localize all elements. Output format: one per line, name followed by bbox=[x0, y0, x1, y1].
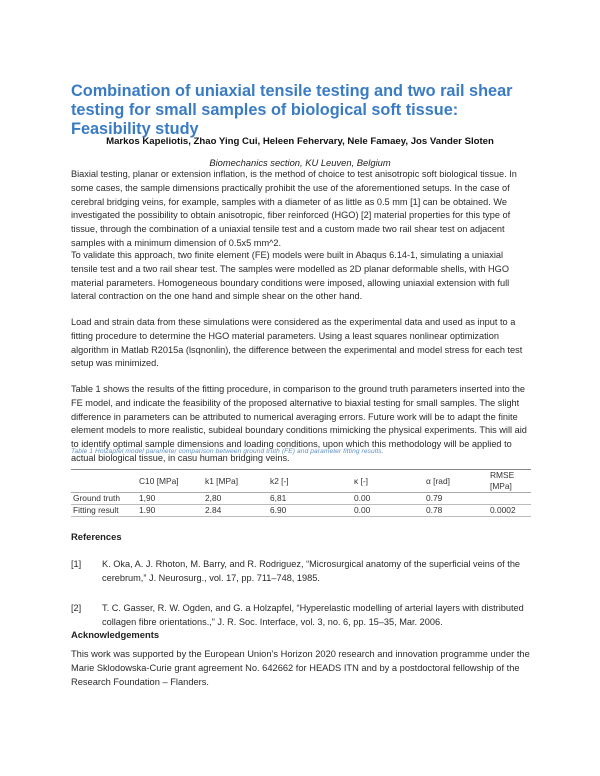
acknowledgements-heading: Acknowledgements bbox=[71, 629, 160, 640]
abstract-paragraph-1: Biaxial testing, planar or extension inflation, is the method of choice to test anisotropic soft biological tissue. In some cases, the sample dimensions practically prohibit the use of the aforementioned setups. In the case of cerebral bridging veins, for example, samples with a diameter of as little as 0.5 mm [1] can be obtained. We investigated the possibility to obtain anisotropic, fiber reinforced (HGO) [2] material properties for this type of tissue, through the combination of a uniaxial tensile test and a custom made two rail shear test on adjacent samples with a minimum dimension of 0.5x5 mm^2. bbox=[71, 169, 517, 248]
author-list: Markos Kapeliotis, Zhao Ying Cui, Heleen Fehervary, Nele Famaey, Jos Vander Sloten bbox=[106, 136, 494, 147]
reference-text: T. C. Gasser, R. W. Ogden, and G. a Holzapfel, “Hyperelastic modelling of arterial layers with distributed collagen fibre orientations.,” J. R. Soc. Interface, vol. 3, no. 6, pp. 15–35, Mar. 2006. bbox=[102, 603, 524, 627]
table-row bbox=[71, 493, 531, 505]
table-cell: 6.90 bbox=[270, 505, 287, 515]
table-caption: Table 1 Holzapfel model parameter comparison between ground truth (FE) and parameter fitting results. bbox=[71, 448, 384, 455]
table-header: k2 [-] bbox=[270, 475, 289, 486]
table-cell: Ground truth bbox=[73, 493, 121, 503]
table-header bbox=[71, 470, 137, 493]
table-header: RMSE [MPa] bbox=[490, 470, 515, 491]
parameter-table bbox=[71, 469, 531, 517]
abstract-paragraph-4: Table 1 shows the results of the fitting procedure, in comparison to the ground truth parameters inserted into the FE model, and indicate the feasibility of the proposed alternative to biaxial testing for small samples. The slight difference in parameters can be attributed to numerical averaging errors. Future work will be to adapt the finite element models to more realistic, subideal boundary conditions mimicking the physical experiments. This will aid to identify optimal sample dimensions and loading conditions, upon which this methodology will be applied to actual biological tissue, in casu human bridging veins. bbox=[71, 384, 527, 463]
table-cell: 0.78 bbox=[426, 505, 443, 515]
table-cell: 0.00 bbox=[354, 505, 371, 515]
acknowledgements-text: This work was supported by the European Union’s Horizon 2020 research and innovation programme under the Marie Sklodowska-Curie grant agreement No. 642662 for HEADS ITN and by a postdoctoral fellowship of the Research Foundation – Flanders. bbox=[71, 649, 530, 687]
table-header: α [rad] bbox=[426, 475, 450, 486]
table-cell: 2,80 bbox=[205, 493, 222, 503]
table-cell bbox=[488, 493, 531, 505]
table-header-row bbox=[71, 470, 531, 493]
paper-title: Combination of uniaxial tensile testing and two rail shear testing for small samples of biological soft tissue: Feasibility study bbox=[71, 82, 513, 138]
abstract-paragraph-3: Load and strain data from these simulations were considered as the experimental data and used as input to a fitting procedure to determine the HGO material parameters. Using a least squares nonlinear optimization algorithm in Matlab R2015a (lsqnonlin), the difference between the experimental and model stress for each test setup was minimized. bbox=[71, 317, 523, 369]
table-cell: 2.84 bbox=[205, 505, 222, 515]
abstract-paragraph-2: To validate this approach, two finite element (FE) models were built in Abaqus 6.14-1, simulating a uniaxial tensile test and a two rail shear test. The samples were modelled as 2D planar deformable shells, with HGO material parameters. Homogeneous boundary conditions were imposed, allowing uniaxial extension with full lateral contraction on the one hand and simple shear on the other hand. bbox=[71, 250, 510, 302]
references-heading: References bbox=[71, 531, 122, 542]
table-cell: 0.0002 bbox=[490, 505, 516, 515]
table-cell: 1.90 bbox=[139, 505, 156, 515]
table-cell: 0.79 bbox=[426, 493, 443, 503]
table-cell: 1,90 bbox=[139, 493, 156, 503]
table-header: k1 [MPa] bbox=[205, 475, 239, 486]
reference-number: [2] bbox=[71, 603, 82, 613]
reference-text: K. Oka, A. J. Rhoton, M. Barry, and R. Rodriguez, “Microsurgical anatomy of the superficial veins of the cerebrum,” J. Neurosurg., vol. 17, pp. 711–748, 1985. bbox=[102, 559, 521, 583]
table-row bbox=[71, 505, 531, 517]
table-header: C10 [MPa] bbox=[139, 475, 179, 486]
table-cell: 6,81 bbox=[270, 493, 287, 503]
reference-number: [1] bbox=[71, 559, 82, 569]
table-header: κ [-] bbox=[354, 475, 368, 486]
table-cell: 0.00 bbox=[354, 493, 371, 503]
affiliation: Biomechanics section, KU Leuven, Belgium bbox=[209, 157, 391, 168]
table-cell: Fitting result bbox=[73, 505, 119, 515]
